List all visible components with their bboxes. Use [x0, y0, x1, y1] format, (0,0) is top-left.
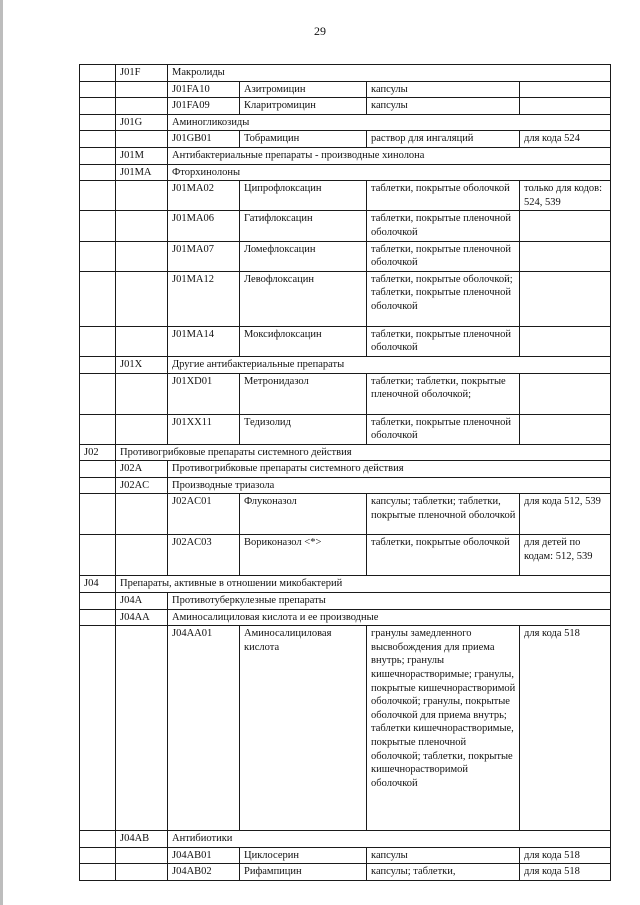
atc-code-cell: J04A — [116, 593, 168, 610]
table-row — [80, 65, 611, 82]
empty-cell — [80, 65, 116, 82]
empty-cell — [80, 535, 116, 576]
drug-code-cell: J01FA09 — [168, 98, 240, 115]
table-row — [80, 211, 611, 241]
atc-group-name-cell: Макролиды — [168, 65, 611, 82]
note-cell: для кода 518 — [520, 847, 611, 864]
empty-cell — [116, 535, 168, 576]
empty-cell — [116, 241, 168, 271]
empty-cell — [80, 98, 116, 115]
atc-group-name-cell: Противотуберкулезные препараты — [168, 593, 611, 610]
table-row — [80, 831, 611, 848]
table-row — [80, 326, 611, 356]
table-row — [80, 593, 611, 610]
table-body — [80, 65, 611, 881]
table-row — [80, 147, 611, 164]
empty-cell — [116, 414, 168, 444]
empty-cell — [80, 164, 116, 181]
dosage-form-cell: капсулы — [367, 81, 520, 98]
atc-code-cell: J02AC — [116, 477, 168, 494]
note-cell — [520, 211, 611, 241]
note-cell: для кода 518 — [520, 626, 611, 831]
note-cell — [520, 414, 611, 444]
note-cell — [520, 81, 611, 98]
atc-group-name-cell: Противогрибковые препараты системного действия — [116, 444, 611, 461]
empty-cell — [116, 271, 168, 326]
page-number: 29 — [314, 24, 326, 38]
dosage-form-cell: капсулы — [367, 847, 520, 864]
empty-cell — [80, 271, 116, 326]
table-row — [80, 576, 611, 593]
drug-name-cell: Циклосерин — [240, 847, 367, 864]
table-row — [80, 444, 611, 461]
empty-cell — [116, 326, 168, 356]
dosage-form-cell: таблетки, покрытые пленочной оболочкой — [367, 211, 520, 241]
empty-cell — [80, 593, 116, 610]
drug-code-cell: J01GB01 — [168, 131, 240, 148]
atc-group-name-cell: Аминогликозиды — [168, 114, 611, 131]
table-row — [80, 609, 611, 626]
empty-cell — [116, 864, 168, 881]
dosage-form-cell: таблетки, покрытые пленочной оболочкой — [367, 241, 520, 271]
atc-group-name-cell: Другие антибактериальные препараты — [168, 356, 611, 373]
atc-code-cell: J04AB — [116, 831, 168, 848]
table-row — [80, 356, 611, 373]
atc-group-name-cell: Противогрибковые препараты системного действия — [168, 461, 611, 478]
note-cell — [520, 373, 611, 414]
empty-cell — [116, 131, 168, 148]
drug-name-cell: Тобрамицин — [240, 131, 367, 148]
table-row — [80, 241, 611, 271]
dosage-form-cell: капсулы — [367, 98, 520, 115]
dosage-form-cell: гранулы замедленного высвобождения для приема внутрь; гранулы кишечнорастворимые; гранулы, покрытые кишечнорастворимой оболочкой; гранулы, покрытые оболочкой для приема внутрь; таблетки кишечнорастворимые, покрытые пленочной оболочкой; таблетки, покрытые кишечнорастворимой оболочкой — [367, 626, 520, 831]
drug-code-cell: J01FA10 — [168, 81, 240, 98]
table-row — [80, 131, 611, 148]
atc-code-cell: J02A — [116, 461, 168, 478]
table-row — [80, 81, 611, 98]
empty-cell — [80, 609, 116, 626]
note-cell: только для кодов: 524, 539 — [520, 181, 611, 211]
atc-code-cell: J01F — [116, 65, 168, 82]
empty-cell — [80, 626, 116, 831]
dosage-form-cell: капсулы; таблетки, — [367, 864, 520, 881]
note-cell: для кода 524 — [520, 131, 611, 148]
table-row — [80, 461, 611, 478]
empty-cell — [80, 847, 116, 864]
empty-cell — [80, 147, 116, 164]
note-cell — [520, 98, 611, 115]
drug-code-cell: J01MA02 — [168, 181, 240, 211]
empty-cell — [116, 847, 168, 864]
drug-name-cell: Кларитромицин — [240, 98, 367, 115]
atc-group-name-cell: Антибиотики — [168, 831, 611, 848]
dosage-form-cell: капсулы; таблетки; таблетки, покрытые пленочной оболочкой — [367, 494, 520, 535]
atc-code-cell: J04 — [80, 576, 116, 593]
dosage-form-cell: таблетки, покрытые пленочной оболочкой — [367, 414, 520, 444]
empty-cell — [80, 864, 116, 881]
empty-cell — [80, 114, 116, 131]
table-row — [80, 864, 611, 881]
table-row — [80, 414, 611, 444]
empty-cell — [80, 831, 116, 848]
dosage-form-cell: таблетки, покрытые оболочкой; таблетки, покрытые пленочной оболочкой — [367, 271, 520, 326]
drug-name-cell: Азитромицин — [240, 81, 367, 98]
table-row — [80, 626, 611, 831]
drug-name-cell: Вориконазол <*> — [240, 535, 367, 576]
drug-code-cell: J01MA12 — [168, 271, 240, 326]
drug-code-cell: J02AC01 — [168, 494, 240, 535]
empty-cell — [80, 356, 116, 373]
table-row — [80, 98, 611, 115]
empty-cell — [116, 626, 168, 831]
drug-code-cell: J04AB01 — [168, 847, 240, 864]
dosage-form-cell: таблетки, покрытые оболочкой — [367, 181, 520, 211]
table-row — [80, 847, 611, 864]
empty-cell — [116, 373, 168, 414]
drug-name-cell: Ломефлоксацин — [240, 241, 367, 271]
drug-name-cell: Аминосалициловая кислота — [240, 626, 367, 831]
atc-group-name-cell: Фторхинолоны — [168, 164, 611, 181]
empty-cell — [80, 461, 116, 478]
atc-group-name-cell: Препараты, активные в отношении микобактерий — [116, 576, 611, 593]
drug-code-cell: J04AB02 — [168, 864, 240, 881]
empty-cell — [116, 494, 168, 535]
empty-cell — [80, 494, 116, 535]
atc-group-name-cell: Антибактериальные препараты - производные хинолона — [168, 147, 611, 164]
atc-code-cell: J01X — [116, 356, 168, 373]
atc-code-cell: J04AA — [116, 609, 168, 626]
drug-name-cell: Метронидазол — [240, 373, 367, 414]
dosage-form-cell: таблетки, покрытые пленочной оболочкой — [367, 326, 520, 356]
note-cell — [520, 271, 611, 326]
drug-name-cell: Тедизолид — [240, 414, 367, 444]
empty-cell — [80, 414, 116, 444]
dosage-form-cell: таблетки, покрытые оболочкой — [367, 535, 520, 576]
empty-cell — [80, 181, 116, 211]
drug-code-cell: J01XD01 — [168, 373, 240, 414]
scan-edge — [0, 0, 3, 905]
table-row — [80, 114, 611, 131]
drug-code-cell: J02AC03 — [168, 535, 240, 576]
note-cell: для кода 518 — [520, 864, 611, 881]
note-cell — [520, 326, 611, 356]
note-cell: для кода 512, 539 — [520, 494, 611, 535]
table-row — [80, 535, 611, 576]
drug-name-cell: Моксифлоксацин — [240, 326, 367, 356]
drug-name-cell: Левофлоксацин — [240, 271, 367, 326]
drug-name-cell: Гатифлоксацин — [240, 211, 367, 241]
atc-code-cell: J01MA — [116, 164, 168, 181]
drug-list-table — [79, 64, 611, 881]
drug-code-cell: J01XX11 — [168, 414, 240, 444]
table-row — [80, 164, 611, 181]
atc-code-cell: J02 — [80, 444, 116, 461]
atc-group-name-cell: Производные триазола — [168, 477, 611, 494]
empty-cell — [80, 241, 116, 271]
empty-cell — [116, 81, 168, 98]
dosage-form-cell: таблетки; таблетки, покрытые пленочной оболочкой; — [367, 373, 520, 414]
drug-name-cell: Ципрофлоксацин — [240, 181, 367, 211]
drug-name-cell: Рифампицин — [240, 864, 367, 881]
empty-cell — [116, 181, 168, 211]
empty-cell — [80, 477, 116, 494]
empty-cell — [116, 98, 168, 115]
drug-code-cell: J01MA07 — [168, 241, 240, 271]
empty-cell — [80, 373, 116, 414]
empty-cell — [80, 131, 116, 148]
empty-cell — [80, 81, 116, 98]
table-row — [80, 181, 611, 211]
empty-cell — [80, 326, 116, 356]
drug-code-cell: J01MA06 — [168, 211, 240, 241]
table-row — [80, 373, 611, 414]
atc-code-cell: J01G — [116, 114, 168, 131]
note-cell — [520, 241, 611, 271]
drug-code-cell: J04AA01 — [168, 626, 240, 831]
dosage-form-cell: раствор для ингаляций — [367, 131, 520, 148]
atc-code-cell: J01M — [116, 147, 168, 164]
drug-name-cell: Флуконазол — [240, 494, 367, 535]
drug-code-cell: J01MA14 — [168, 326, 240, 356]
atc-group-name-cell: Аминосалициловая кислота и ее производные — [168, 609, 611, 626]
table-row — [80, 494, 611, 535]
empty-cell — [80, 211, 116, 241]
note-cell: для детей по кодам: 512, 539 — [520, 535, 611, 576]
table-row — [80, 477, 611, 494]
table-row — [80, 271, 611, 326]
empty-cell — [116, 211, 168, 241]
